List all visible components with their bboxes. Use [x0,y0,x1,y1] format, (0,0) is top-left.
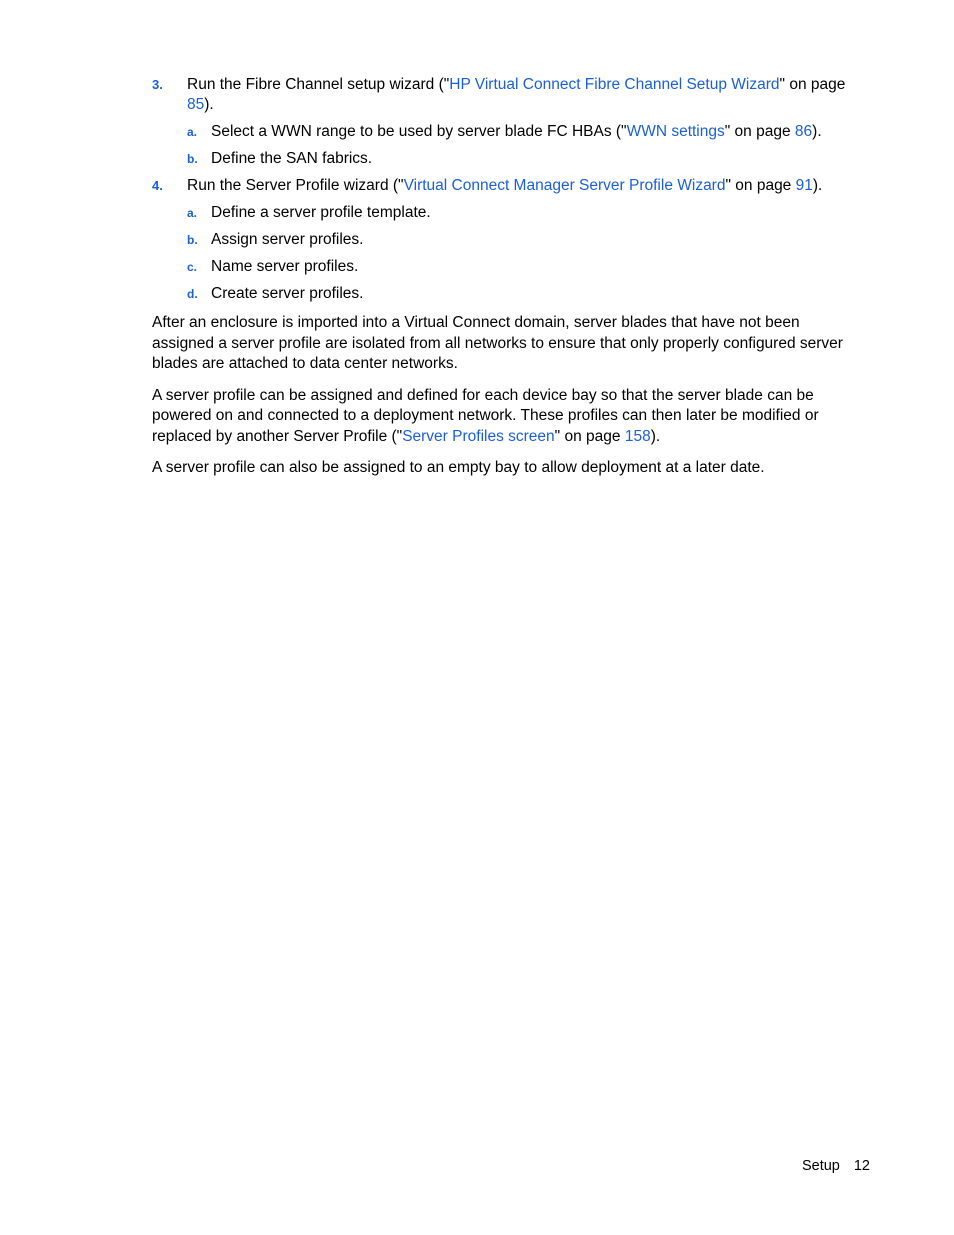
paragraph-device-bay: A server profile can be assigned and defined for each device bay so that the server blade can be powered on and connected to a deployment network. These profiles can then later be modified or replaced by another Server Profile ("Server Profiles screen" on page 158). [152,386,819,445]
link-wwn-settings[interactable]: WWN settings [626,123,725,140]
page-footer [802,1158,870,1174]
substep-letter: c. [187,260,198,274]
substep-letter: b. [187,152,198,166]
page-link-158[interactable]: 158 [624,427,651,445]
step-number: 3. [152,77,163,92]
substep-letter: a. [187,206,198,220]
link-fc-setup-wizard[interactable]: HP Virtual Connect Fibre Channel Setup Wizard [449,76,780,93]
step-number: 4. [152,178,163,193]
link-server-profiles-screen[interactable]: Server Profiles screen [402,427,555,445]
page-link-85[interactable]: 85 [187,96,205,113]
footer-page-number: 12 [853,1158,870,1174]
paragraph-isolation: After an enclosure is imported into a Virtual Connect domain, server blades that have not been assigned a server profile are isolated from all networks to ensure that only properly configured server blades are attached to data center networks. [152,314,843,372]
substep-4a: a. Define a server profile template. [187,204,431,221]
paragraph-empty-bay: A server profile can also be assigned to an empty bay to allow deployment at a later date. [152,459,765,476]
substep-letter: a. [187,125,198,139]
link-server-profile-wizard[interactable]: Virtual Connect Manager Server Profile Wizard [403,177,726,194]
step-3: 3. Run the Fibre Channel setup wizard ("HP Virtual Connect Fibre Channel Setup Wizard" on page 85). [152,76,846,113]
substep-3a: a. Select a WWN range to be used by server blade FC HBAs ("WWN settings" on page 86). [187,123,822,140]
page-link-91[interactable]: 91 [795,177,813,194]
substep-4b: b. Assign server profiles. [187,231,364,248]
substep-3b: b. Define the SAN fabrics. [187,150,373,167]
substep-4d: d. Create server profiles. [187,285,364,302]
document-body [152,75,864,488]
substep-letter: b. [187,233,198,247]
step-text: Run the Server Profile wizard (" [187,177,404,194]
substep-letter: d. [187,287,198,301]
step-4: 4. Run the Server Profile wizard ("Virtual Connect Manager Server Profile Wizard" on page 91). [152,177,823,194]
substep-4c: c. Name server profiles. [187,258,359,275]
page-link-86[interactable]: 86 [794,123,813,140]
footer-section: Setup [801,1158,840,1174]
step-text: Run the Fibre Channel setup wizard (" [187,76,450,93]
